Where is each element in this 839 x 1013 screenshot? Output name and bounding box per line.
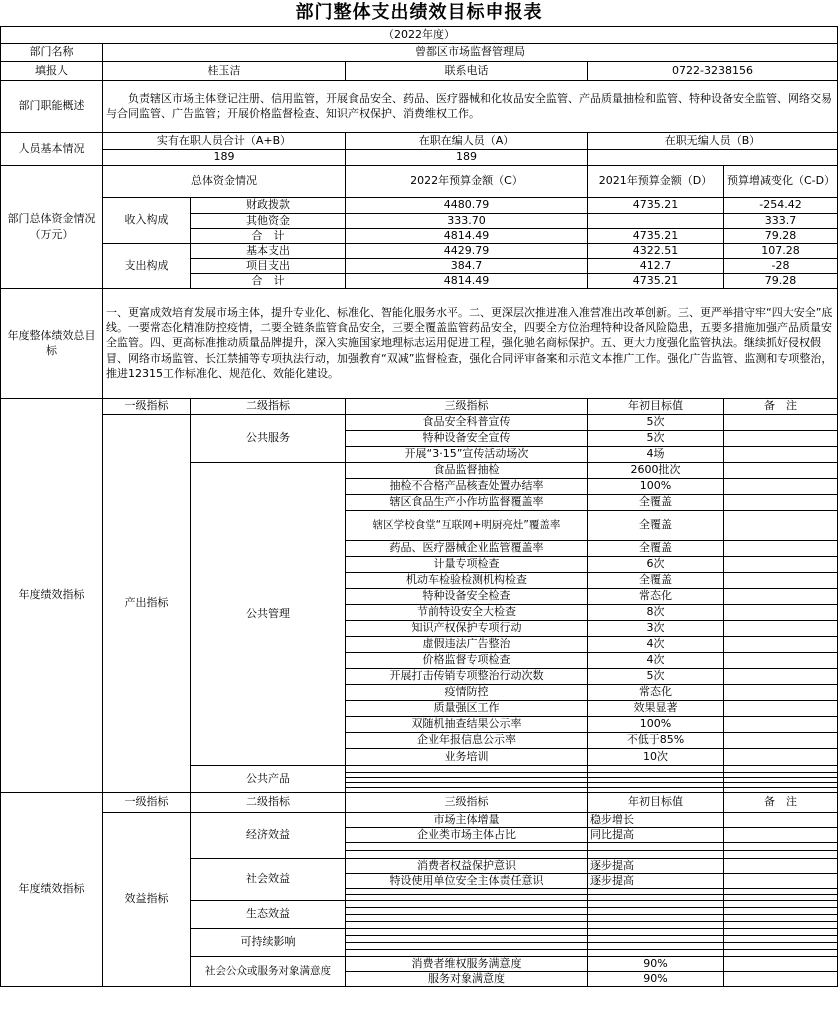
public-product-label: 公共产品 — [191, 765, 346, 792]
indicator-name: 开展“3·15”宣传活动场次 — [346, 446, 588, 462]
indicator-name — [346, 949, 588, 956]
indicator-value-1: 90% — [588, 957, 723, 972]
header-target: 年初目标值 — [588, 398, 724, 414]
header-remark: 备 注 — [724, 398, 838, 414]
duty-text: 负责辖区市场主体登记注册、信用监管，开展食品安全、药品、医疗器械和化妆品安全监管、产品质量抽检和监管、特种设备安全监管、网络交易与合同监管、广告监管；开展价格监督检查、知识产权保护、消费维权工作。 — [103, 80, 838, 132]
indicator-remark — [724, 668, 838, 684]
staff-b — [588, 149, 838, 165]
goal-text: 一、更富成效培育发展市场主体，提升专业化、标准化、智能化服务水平。二、更深层次推进准入准营准出改革创新。三、更严举措守牢“四大安全”底线。一要常态化精准防控疫情，二要全链条监管食品安全，三要全覆盖监管药品安全，四要全方位治理特种设备风险隐患，五要多措施加强产品质量安全监管。四、更高标准推动质量品牌提升，深入实施国家地理标志运用促进工程，强化驰名商标保护。五、更大力度强化监管执法。继续抓好侵权假冒、网络市场监管、长江禁捕等专项执法行动，加强教育“双减”监督检查，强化合同评审备案和示范文本推广工作。强化广告监管、监测和专项整治，推进12315工作标准化、规范化、效能化建设。 — [103, 288, 838, 398]
indicator-name — [346, 765, 588, 772]
filler-label: 填报人 — [1, 61, 103, 80]
social-label: 社会效益 — [191, 858, 346, 900]
indicator-remark — [724, 478, 838, 494]
indicator-remark — [724, 900, 838, 907]
indicator-value: 5次 — [588, 430, 724, 446]
indicator-name — [346, 914, 588, 921]
indicator-name: 辖区食品生产小作坊监督覆盖率 — [346, 494, 588, 510]
header-level1: 一级指标 — [103, 398, 191, 414]
indicator-value: 5次 — [588, 668, 724, 684]
indicator-name: 知识产权保护专项行动 — [346, 620, 588, 636]
indicator-name: 特种设备安全宣传 — [346, 430, 588, 446]
indicator-remark — [724, 907, 838, 914]
indicator-remark — [724, 462, 838, 478]
indicator-name: 企业年报信息公示率 — [346, 732, 588, 748]
expense-d: 4735.21 — [588, 273, 724, 288]
indicator-value: 5次 — [588, 414, 724, 430]
indicator-value: 8次 — [588, 604, 724, 620]
indicator-remark — [724, 935, 838, 942]
indicator-name: 机动车检验检测机构检查 — [346, 572, 588, 588]
phone-label: 联系电话 — [346, 61, 588, 80]
sustain-label: 可持续影响 — [191, 928, 346, 956]
indicator-remark — [724, 700, 838, 716]
public-service-label: 公共服务 — [191, 414, 346, 462]
indicator-value: 100% — [588, 478, 724, 494]
indicator-remark — [724, 540, 838, 556]
indicator-remark — [724, 873, 838, 888]
staff-header-a: 在职在编人员（A） — [346, 132, 588, 149]
filler-name: 桂玉洁 — [103, 61, 346, 80]
indicator-value: 3次 — [588, 620, 724, 636]
indicator-value: 4次 — [588, 652, 724, 668]
eco-label: 生态效益 — [191, 900, 346, 928]
expense-c: 384.7 — [346, 258, 588, 273]
expense-d: 412.7 — [588, 258, 724, 273]
indicator-name-2: 服务对象满意度 — [428, 971, 505, 985]
indicator-value: 全覆盖 — [588, 510, 724, 540]
funds-header-c: 2022年预算金额（C） — [346, 165, 588, 197]
indicator-value — [588, 949, 724, 956]
indicator-name — [346, 850, 588, 858]
indicator-name: 开展打击传销专项整治行动次数 — [346, 668, 588, 684]
indicator-remark — [724, 604, 838, 620]
indicator-name: 食品监督抽检 — [346, 462, 588, 478]
income-c: 4814.49 — [346, 228, 588, 243]
indicator-name — [346, 956, 588, 986]
indicator-value — [588, 942, 724, 949]
staff-a: 189 — [346, 149, 588, 165]
expense-name: 基本支出 — [191, 243, 346, 258]
indicator-value: 稳步增长 — [588, 812, 724, 827]
indicator-remark — [724, 949, 838, 956]
income-cd: 79.28 — [724, 228, 838, 243]
income-name: 合 计 — [191, 228, 346, 243]
indicator-value: 同比提高 — [588, 827, 724, 842]
indicator-name — [346, 842, 588, 850]
dept-value: 曾都区市场监督管理局 — [103, 43, 838, 61]
indicator-remark — [724, 842, 838, 850]
header-level2: 二级指标 — [191, 792, 346, 812]
indicator-remark — [724, 572, 838, 588]
indicator-value: 4场 — [588, 446, 724, 462]
indicator-remark — [724, 510, 838, 540]
indicator-value: 4次 — [588, 636, 724, 652]
indicator-name: 虚假违法广告整治 — [346, 636, 588, 652]
staff-label: 人员基本情况 — [1, 132, 103, 165]
header-remark: 备 注 — [724, 792, 838, 812]
indicator-remark — [724, 928, 838, 935]
satisfaction-label: 社会公众或服务对象满意度 — [191, 956, 346, 986]
dept-label: 部门名称 — [1, 43, 103, 61]
indicators-label: 年度绩效指标 — [1, 398, 103, 792]
header-level3: 三级指标 — [346, 792, 588, 812]
indicator-remark — [724, 858, 838, 873]
indicator-value — [588, 935, 724, 942]
funds-header-cd: 预算增减变化（C-D） — [724, 165, 838, 197]
indicator-remark — [724, 921, 838, 928]
economic-label: 经济效益 — [191, 812, 346, 858]
indicator-name: 消费者权益保护意识 — [346, 858, 588, 873]
public-mgmt-label: 公共管理 — [191, 462, 346, 765]
indicator-name: 药品、医疗器械企业监管覆盖率 — [346, 540, 588, 556]
indicator-value: 2600批次 — [588, 462, 724, 478]
indicator-remark — [724, 414, 838, 430]
benefit-label: 效益指标 — [103, 812, 191, 986]
income-c: 4480.79 — [346, 197, 588, 213]
indicator-name: 双随机抽查结果公示率 — [346, 716, 588, 732]
indicator-name: 市场主体增量 — [346, 812, 588, 827]
indicator-remark — [724, 956, 838, 986]
header-level1: 一级指标 — [103, 792, 191, 812]
indicator-value: 不低于85% — [588, 732, 724, 748]
indicator-value — [588, 956, 724, 986]
indicator-value — [588, 765, 724, 772]
indicator-value — [588, 842, 724, 850]
indicator-remark — [724, 812, 838, 827]
indicator-remark — [724, 942, 838, 949]
indicator-remark — [724, 914, 838, 921]
expense-c: 4429.79 — [346, 243, 588, 258]
indicator-name: 抽检不合格产品核查处置办结率 — [346, 478, 588, 494]
expense-d: 4322.51 — [588, 243, 724, 258]
indicator-value: 常态化 — [588, 684, 724, 700]
indicator-value — [588, 907, 724, 914]
indicator-value: 效果显著 — [588, 700, 724, 716]
income-cd: 333.7 — [724, 213, 838, 228]
income-name: 财政拨款 — [191, 197, 346, 213]
funds-label: 部门总体资金情况（万元） — [1, 165, 103, 288]
expense-cd: -28 — [724, 258, 838, 273]
income-name: 其他资金 — [191, 213, 346, 228]
indicator-value — [588, 921, 724, 928]
indicator-name — [346, 928, 588, 935]
indicator-name: 企业类市场主体占比 — [346, 827, 588, 842]
indicator-name: 质量强区工作 — [346, 700, 588, 716]
header-level3: 三级指标 — [346, 398, 588, 414]
indicator-remark — [724, 588, 838, 604]
indicator-value: 全覆盖 — [588, 572, 724, 588]
benefit-indicators-label: 年度绩效指标 — [1, 792, 103, 986]
indicator-name: 特种设备安全检查 — [346, 588, 588, 604]
expense-label: 支出构成 — [103, 243, 191, 288]
expense-c: 4814.49 — [346, 273, 588, 288]
indicator-remark — [724, 430, 838, 446]
income-cd: -254.42 — [724, 197, 838, 213]
indicator-name: 业务培训 — [346, 748, 588, 765]
indicator-remark — [724, 446, 838, 462]
indicator-value: 逐步提高 — [588, 873, 724, 888]
phone-value: 0722-3238156 — [588, 61, 838, 80]
staff-total: 189 — [103, 149, 346, 165]
indicator-name: 辖区学校食堂“互联网+明厨亮灶”覆盖率 — [346, 510, 588, 540]
expense-name: 项目支出 — [191, 258, 346, 273]
page-title: 部门整体支出绩效目标申报表 — [295, 1, 543, 23]
indicator-remark — [724, 684, 838, 700]
indicator-remark — [724, 748, 838, 765]
expense-cd: 107.28 — [724, 243, 838, 258]
header-target: 年初目标值 — [588, 792, 724, 812]
indicator-value: 6次 — [588, 556, 724, 572]
indicator-remark — [724, 716, 838, 732]
expense-cd: 79.28 — [724, 273, 838, 288]
output-label: 产出指标 — [103, 414, 191, 792]
staff-header-b: 在职无编人员（B） — [588, 132, 838, 149]
funds-header-total: 总体资金情况 — [103, 165, 346, 197]
indicator-value: 全覆盖 — [588, 494, 724, 510]
indicator-value: 常态化 — [588, 588, 724, 604]
indicator-remark — [724, 556, 838, 572]
indicator-name: 节前特设安全大检查 — [346, 604, 588, 620]
income-d — [588, 213, 724, 228]
indicator-name — [346, 907, 588, 914]
goal-label: 年度整体绩效总目标 — [1, 288, 103, 398]
indicator-value — [588, 850, 724, 858]
indicator-name — [346, 900, 588, 907]
duty-label: 部门职能概述 — [1, 80, 103, 132]
indicator-value: 逐步提高 — [588, 858, 724, 873]
indicator-value: 100% — [588, 716, 724, 732]
income-d: 4735.21 — [588, 197, 724, 213]
indicator-remark — [724, 732, 838, 748]
indicator-remark — [724, 636, 838, 652]
indicator-name: 食品安全科普宣传 — [346, 414, 588, 430]
indicator-name: 疫情防控 — [346, 684, 588, 700]
indicator-value — [588, 900, 724, 907]
indicator-name: 特设使用单位安全主体责任意识 — [346, 873, 588, 888]
indicator-value — [588, 914, 724, 921]
indicator-name: 计量专项检查 — [346, 556, 588, 572]
indicator-remark — [724, 827, 838, 842]
indicator-value-2: 90% — [643, 971, 668, 985]
indicator-name-1: 消费者维权服务满意度 — [346, 957, 587, 972]
header-level2: 二级指标 — [191, 398, 346, 414]
indicator-value — [588, 928, 724, 935]
indicator-value: 10次 — [588, 748, 724, 765]
indicator-value: 全覆盖 — [588, 540, 724, 556]
indicator-remark — [724, 652, 838, 668]
indicator-name — [346, 942, 588, 949]
indicator-name — [346, 935, 588, 942]
indicator-name: 价格监督专项检查 — [346, 652, 588, 668]
indicator-remark — [724, 494, 838, 510]
indicator-remark — [724, 850, 838, 858]
indicator-remark — [724, 620, 838, 636]
staff-header-total: 实有在职人员合计（A+B） — [103, 132, 346, 149]
year-label: （2022年度） — [1, 26, 838, 43]
indicator-remark — [724, 765, 838, 772]
income-d: 4735.21 — [588, 228, 724, 243]
expense-name: 合 计 — [191, 273, 346, 288]
indicator-name — [346, 921, 588, 928]
income-label: 收入构成 — [103, 197, 191, 243]
funds-header-d: 2021年预算金额（D） — [588, 165, 724, 197]
income-c: 333.70 — [346, 213, 588, 228]
